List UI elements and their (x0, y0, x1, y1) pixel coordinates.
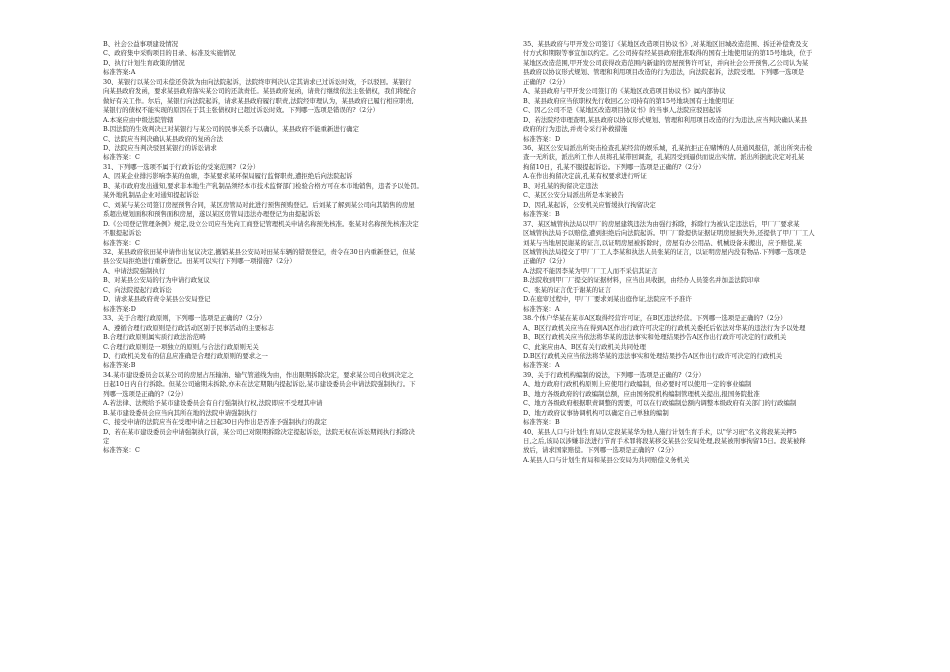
text-line: 36、某区公安局派出所突击检查孔某经营的娱乐城，孔某抗拒正在赌博的人员通风报信，派出所突击检 (523, 143, 813, 152)
text-line: 标准答案：C (103, 153, 140, 162)
text-line: 定 (103, 437, 110, 446)
text-line: B、对孔某的拘留决定违法 (523, 181, 598, 190)
text-line: 标准答案：C (103, 446, 140, 455)
text-line: 标准答案:A (103, 68, 136, 77)
text-line: 标准答案：B (523, 210, 560, 219)
text-line: 标准答案：A (523, 361, 560, 370)
text-line: 39、关于行政机构编制的说法，下列哪一选项是正确的?（2分） (523, 370, 705, 379)
text-line: 37、某区城管执法局以甲厂的房屋建筑违法为由强行拆除，拆除行为被认定违法后，甲厂厂要求某 (523, 219, 800, 228)
text-line: B、社会公益事项建设情况 (103, 40, 178, 48)
text-line: 30、某银行以某公司未偿还贷款为由向法院起诉，法院终审判决认定其请求已过诉讼时效，予以驳回。某银行 (103, 77, 412, 86)
text-line: 政府的行为违法,并责令采行补救措施 (523, 125, 628, 134)
text-line: D.在庭审过程中，甲厂厂要求刘某出庭作证,法院应不予准许 (523, 295, 692, 304)
text-line: 不服提起诉讼 (103, 229, 142, 238)
text-line: D.《公司登记管理条例》规定,设立公司应当先向工商登记管理机关申请名称预先核准。张某对名称预先核准决定 (103, 219, 419, 228)
text-line: C、因乙公司不是《某地区改造项目协议书》的当事人,法院应驳回起诉 (523, 106, 722, 115)
text-line: D、行政机关发布的信息应准确是合理行政原则的要求之一 (103, 351, 268, 360)
text-line: A、B区行政机关应当在得到A区作出行政许可决定的行政机关委托后依法对华某的违法行为予以处理 (523, 323, 806, 332)
text-line: 标准答案：C (103, 238, 140, 247)
text-line: B、地方各级政府的行政编制总额，应由国务院机构编制管理机关提出,报国务院批准 (523, 389, 760, 398)
text-line: C、法院应当判决确认某县政府的复函合法 (103, 134, 223, 143)
left-column (103, 40, 443, 456)
text-line: 区城管执法局予以赔偿,遭到拒绝后向法院起诉。甲厂厂除提供证据证明房屋损失外,还提供了甲厂厂工人 (523, 229, 815, 238)
text-line: 区城管执法局提交了甲厂厂工人李某和执法人员张某的证言，以证明房屋内没有物品.下列哪一选项是 (523, 247, 807, 256)
text-line: 向某县政府发函，要求某县政府落实某公司的还款责任。某县政府复函，请贵行继续依法主张债权，我们将配合 (103, 87, 417, 96)
text-line: B.因法院的生效判决已对某银行与某公司的民事关系予以确认，某县政府不能重新进行确定 (103, 125, 359, 134)
text-line: D、若在某市建设委员会申请强制执行前，某公司已对限期拆除决定提起诉讼，法院无权在诉讼期间执行拆除决 (103, 427, 415, 436)
text-line: C、向法院提起行政诉讼 (103, 285, 172, 294)
text-line: 刘某与当地居民谢某的证言,以证明房屋被拆除时，房屋有办公用品、机械设备未搬出，应予赔偿,某 (523, 238, 802, 247)
text-line: 放后，请求国家赔偿。下列哪一选项是正确的?（2分） (523, 446, 678, 455)
text-line: D、若法院经审理查明,某县政府以协议形式规划、管理和利用项目改造的行为违法,应当判决确认某县 (523, 115, 807, 124)
text-line: B.某市建设委员会应当向其所在地的法院申请强制执行 (103, 408, 257, 417)
text-line: 日起10日内自行拆除。但某公司逾期未拆除,亦未在法定期限内提起诉讼,某市建设委员会申请法院强制执行。下 (103, 380, 416, 389)
text-line: C、刘某与某公司签订房屋预售合同，某区房管局对此进行预售预购登记。后刘某了解到某公司向其销售的房屋 (103, 200, 415, 209)
text-line: 40、某县人口与计划生育局认定段某某华为他人施行计划生育手术，以"学习班"名义将段某关押5 (523, 427, 797, 436)
text-line: 标准答案：A (523, 304, 560, 313)
text-line: 标准答案:D (103, 304, 136, 313)
text-line: 日,之后,该局以涉嫌非法进行节育手术罪将段某移交某县公安局处理,段某被刑事拘留15日。段某被释 (523, 437, 806, 446)
text-line: 38.个体户华某在某市A区取得经营许可证，在B区违法经营。下列哪一选项是正确的?（2分） (523, 314, 787, 323)
text-line: C.合理行政原则是一项独立的原则,与合法行政原则无关 (103, 342, 259, 351)
text-line: 正确的?（2分） (523, 257, 569, 266)
text-line: A、申请法院强制执行 (103, 266, 166, 275)
text-line: 标准答案：D (523, 134, 561, 143)
text-line: 系超出规划面积和预售面积房屋，遂以某区房管局违法办理登记为由提起诉讼 (103, 210, 321, 219)
text-line: C、张某的证言优于谢某的证言 (523, 285, 611, 294)
text-line: B、某县政府应当依职权先行收回乙公司持有的第15号地块国有土地使用证 (523, 96, 734, 105)
text-line: 做好有关工作。尔后，某银行向法院起诉，请求某县政府履行职责,法院经审理认为，某县政府已履行相应职责, (103, 96, 414, 105)
text-line: C、接受申请的法院应当在受理申请之日起30日内作出是否准予强制执行的裁定 (103, 418, 327, 427)
text-line: 35、某县政府与甲开发公司签订《某地区改造项目协议书》,对某地区旧城改造范围、拆迁补偿费及支 (523, 40, 808, 48)
text-line: A.本案应由中级法院管辖 (103, 115, 174, 124)
text-line: B.合理行政原则属实质行政法治范畴 (103, 333, 206, 342)
text-line: A.若法律、法规给予某市建设委员会有自行强制执行权,法院即应不受理其申请 (103, 399, 323, 408)
text-line: 某银行的债权不能实现的原因在于其主张债权时已超过诉讼时效。下列哪一选项是错误的?（2分） (103, 106, 379, 115)
text-line: 标准答案:B (103, 361, 136, 370)
text-line: B、对某县公安局的行为申请行政复议 (103, 276, 210, 285)
text-line: 某外地乳制品企业对通知提起诉讼 (103, 191, 199, 200)
text-line: B、某市政府发出通知,要求非本地生产乳制品须经本市技术监督部门检验合格方可在本市地销售，违者予以处罚。 (103, 181, 423, 190)
text-line: 某地区改造范围,甲开发公司获得改造范围内新建的房屋预售许可证，并向社会公开预售,乙公司认为某 (523, 58, 809, 67)
text-line: 拘留10日，孔某不服提起诉讼。下列哪一选项是正确的?（2分） (523, 162, 705, 171)
text-line: 32、某县政府依田某申请作出复议决定,撤销某县公安局对田某车辆的错误登记，责令在30日内重新登记，但某 (103, 247, 416, 256)
text-line: A.某县人口与计划生育局和某县公安局为共同赔偿义务机关 (523, 455, 690, 464)
text-line: A、某县政府与甲开发公司签订的《某地区改造项目协议书》属内部协议 (523, 87, 726, 96)
text-line: 31、下列哪一选项不属于行政诉讼的受案范围?（2分） (103, 162, 260, 171)
text-line: D、请求某县政府责令某县公安局登记 (103, 295, 211, 304)
text-line: B.法院收到甲厂厂提交的证据材料，应当出具收据，由经办人员签名并加盖法院印章 (523, 276, 760, 285)
right-column (523, 40, 863, 465)
text-line: 标准答案：B (523, 418, 560, 427)
text-line: D、法院应当判决驳回某银行的诉讼请求 (103, 143, 217, 152)
text-line: A.法院不能因李某为甲厂厂工人而不采信其证言 (523, 266, 658, 275)
text-line: 正确的?（2分） (523, 77, 569, 86)
text-line: A.在作出拘留决定前,孔某有权要求进行听证 (523, 172, 647, 181)
text-line: 付方式和期限等事宜加以约定。乙公司持有经某县政府批准取得的国有土地使用证的第15号地块，位于 (523, 49, 813, 58)
text-line: D、地方政府议事协调机构可以确定自己单独的编制 (523, 408, 669, 417)
text-line: D、执行计划生育政策的情况 (103, 58, 185, 67)
text-line: A、因某企业排污影响李某的鱼塘，李某要求某环保局履行监督职责,遭拒绝后向法院起诉 (103, 172, 353, 181)
text-line: 列哪一选项是正确的?（2分） (103, 389, 188, 398)
text-line: A、遵循合理行政原则是行政活动区别于民事活动的主要标志 (103, 323, 274, 332)
text-line: C、地方各级政府根据职责调整的需要，可以在行政编制总额内调整本级政府有关部门的行政编制 (523, 399, 797, 408)
text-line: C、此案应由A、B区有关行政机关共同处理 (523, 342, 646, 351)
text-line: C、政府集中采购项目的目录、标准及实施情况 (103, 49, 236, 58)
text-line: 34.某市建设委员会以某公司的房屋占压输油、输气管道线为由，作出限期拆除决定，要求某公司自收到决定之 (103, 370, 414, 379)
text-line: D、因孔某起诉，公安机关应暂缓执行拘留决定 (523, 200, 656, 209)
text-line: 县公安局拒绝进行重新登记。田某可以实行下列哪一项措施?（2分） (103, 257, 296, 266)
text-line: 县政府以协议形式规划、管理和利用项目改造的行为违法，向法院起诉，法院受理。下列哪一选项是 (523, 68, 805, 77)
text-line: 查一无所获，派出所工作人员将孔某带回调查，孔某因受到逼供而说出实情。派出所据此决定对孔某 (523, 153, 805, 162)
text-line: C、某区公安分局派出所是本案被告 (523, 191, 624, 200)
text-line: B、B区行政机关应当依法将华某的违法事实和处理结果抄告A区作出行政许可决定的行政机关 (523, 333, 787, 342)
text-line: A、地方政府行政机构原则上应使用行政编制，但必要时可以使用一定的事业编制 (523, 380, 752, 389)
text-line: D.B区行政机关应当依法将华某的违法事实和处理结果抄告A区作出行政许可决定的行政机关 (523, 351, 783, 360)
text-line: 33、关于合理行政原则，下列哪一选项是正确的?（2分） (103, 314, 266, 323)
